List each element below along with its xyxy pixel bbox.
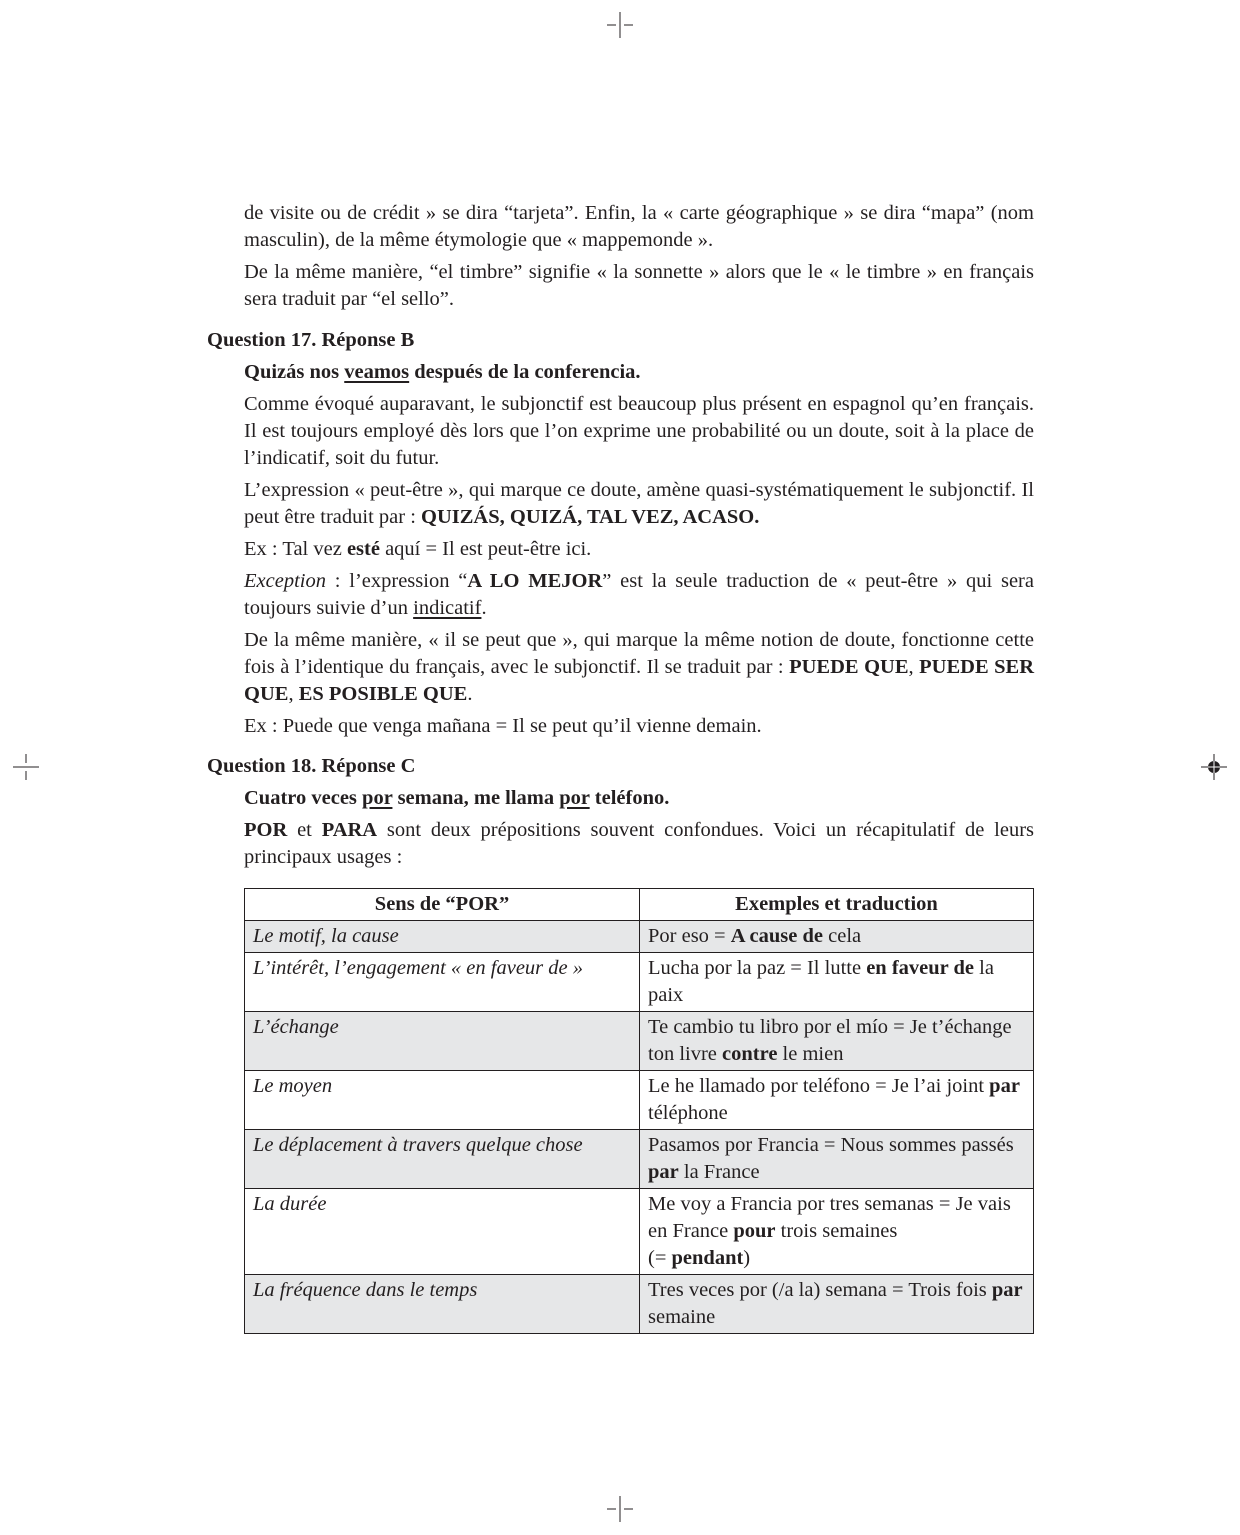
intro-paragraph-1: de visite ou de crédit » se dira “tarjeta”. Enfin, la « carte géographique » se dira “mapa” (nom masculin), de la même étymologie que « mappemonde ». <box>244 202 1034 251</box>
table-cell-sens: La durée <box>245 1189 640 1275</box>
q17-paragraph-exception: Exception : l’expression “A LO MEJOR” est la seule traduction de « peut-être » qui sera toujours suivie d’un indicatif. <box>244 570 1034 619</box>
table-cell-example: Tres veces por (/a la) semana = Trois fois par semaine <box>640 1275 1034 1334</box>
q17-example-1: Ex : Tal vez esté aquí = Il est peut-être ici. <box>244 538 592 560</box>
table-row <box>245 1275 1034 1334</box>
table-row <box>245 1071 1034 1130</box>
table-cell-example: Le he llamado por teléfono = Je l’ai joint par téléphone <box>640 1071 1034 1130</box>
table-header-exemples: Exemples et traduction <box>640 889 1034 921</box>
crop-mark-bottom-icon <box>607 1496 633 1522</box>
question-18-heading: Question 18. Réponse C <box>207 755 416 777</box>
table-cell-sens: Le moyen <box>245 1071 640 1130</box>
table-cell-example: Lucha por la paz = Il lutte en faveur de la paix <box>640 953 1034 1012</box>
table-cell-example: Pasamos por Francia = Nous sommes passés par la France <box>640 1130 1034 1189</box>
question-17-sentence: Quizás nos veamos después de la conferencia. <box>244 361 641 383</box>
crop-mark-left-icon <box>13 754 39 780</box>
table-cell-example: Me voy a Francia por tres semanas = Je vais en France pour trois semaines (= pendant) <box>640 1189 1034 1275</box>
table-cell-example: Por eso = A cause de cela <box>640 921 1034 953</box>
q17-example-2: Ex : Puede que venga mañana = Il se peut qu’il vienne demain. <box>244 715 762 737</box>
question-17-heading: Question 17. Réponse B <box>207 329 415 351</box>
registration-target-icon <box>1201 754 1227 780</box>
por-usage-table <box>244 888 1034 1334</box>
table-cell-sens: Le déplacement à travers quelque chose <box>245 1130 640 1189</box>
table-row <box>245 921 1034 953</box>
table-cell-sens: L’intérêt, l’engagement « en faveur de » <box>245 953 640 1012</box>
table-row <box>245 1012 1034 1071</box>
table-row <box>245 1130 1034 1189</box>
table-cell-sens: L’échange <box>245 1012 640 1071</box>
page-content <box>207 200 1034 1334</box>
table-cell-sens: Le motif, la cause <box>245 921 640 953</box>
underlined-verb: veamos <box>344 361 410 383</box>
table-row <box>245 953 1034 1012</box>
q17-paragraph-1: Comme évoqué auparavant, le subjonctif est beaucoup plus présent en espagnol qu’en français. Il est toujours employé dès lors que l’on exprime une probabilité ou un doute, soit à la place de l’indicatif, soit du futur. <box>244 393 1034 469</box>
table-cell-example: Te cambio tu libro por el mío = Je t’échange ton livre contre le mien <box>640 1012 1034 1071</box>
table-row <box>245 1189 1034 1275</box>
q17-paragraph-2: L’expression « peut-être », qui marque ce doute, amène quasi-systématiquement le subjonctif. Il peut être traduit par : QUIZÁS, QUIZÁ, TAL VEZ, ACASO. <box>244 479 1034 528</box>
crop-mark-top-icon <box>607 12 633 38</box>
question-18-sentence: Cuatro veces por semana, me llama por teléfono. <box>244 787 670 809</box>
table-header-row <box>245 889 1034 921</box>
table-cell-sens: La fréquence dans le temps <box>245 1275 640 1334</box>
table-header-sens: Sens de “POR” <box>245 889 640 921</box>
intro-paragraph-2: De la même manière, “el timbre” signifie « la sonnette » alors que le « le timbre » en français sera traduit par “el sello”. <box>244 261 1034 310</box>
q18-paragraph-1: POR et PARA sont deux prépositions souvent confondues. Voici un récapitulatif de leurs principaux usages : <box>244 819 1034 868</box>
q17-paragraph-4: De la même manière, « il se peut que », qui marque la même notion de doute, fonctionne cette fois à l’identique du français, avec le subjonctif. Il se traduit par : PUEDE QUE, PUEDE SER QUE, ES POSIBLE QUE. <box>244 629 1035 705</box>
